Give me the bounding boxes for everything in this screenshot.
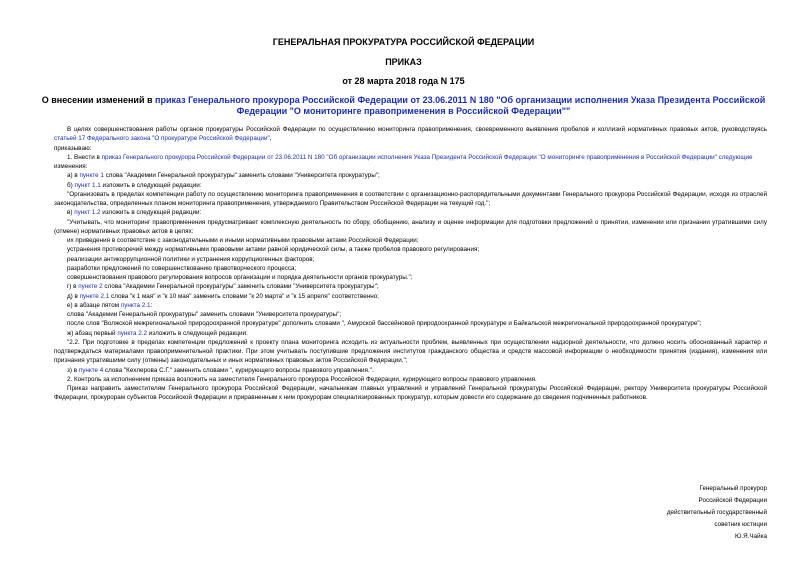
point-2-1-paragraph-link[interactable]: пункта 2.1 <box>120 301 151 309</box>
distribution-paragraph: Приказ направить заместителям Генерального прокурора Российской Федерации, начальникам главных управлений и управлений Генеральной прокуратуры Российской Федерации, ректору Университета прокуратуры Российской Федерации, прокурорам субъектов Российской Федерации и приравненным к ним прокурорам специализированных прокуратур, которым довести его содержание до сведения подчиненных работников. <box>54 385 767 402</box>
subitem-zh-post: изложить в следующей редакции: <box>147 329 248 337</box>
document-title <box>40 95 767 117</box>
subitem-g-pre: г) в <box>67 283 79 291</box>
title-order-link[interactable]: приказ Генерального прокурора Российской Федерации от 23.06.2011 N 180 "Об организации исполнения Указа Президента Российской Федерации "О мониторинге правоприменения в Российской Федерации"" <box>155 95 766 116</box>
item-1-text: 1. Внести в <box>67 153 102 161</box>
point-2-link[interactable]: пункте 2 <box>78 283 103 291</box>
goal-item: разработки предложений по совершенствованию правотворческого процесса; <box>67 264 297 272</box>
subitem-z <box>54 366 767 375</box>
item-2: 2. Контроль за исполнением приказа возложить на заместителя Генерального прокурора Российской Федерации, курирующего вопросы правового управления. <box>67 375 537 383</box>
subitem-z-post: слова "Кехлерова С.Г." заменить словами ", курирующего вопросы правового управления.". <box>103 366 374 374</box>
subitem-b-pre: б) <box>67 181 75 189</box>
subitem-zh-text: "2.2. При подготовке в пределах компетенции предложений к проекту плана мониторинга исходить из актуальности проблем, выявленных при осуществлении надзорной деятельности, что должно носить обоснованный характер и подтверждаться материалами правоприменительной практики. При этом учитывать поступившие предложения институтов гражданского общества и средств массовой информации о необходимости принятия (издания), изменения или признания утратившими силу (отмены) законодательных и иных нормативных правовых актов Российской Федерации."; <box>54 338 767 365</box>
subitem-zh <box>54 329 767 338</box>
point-1-2-link[interactable]: пункт 1.2 <box>74 209 101 217</box>
goal-item: устранения противоречий между нормативными правовыми актами равной юридической силы, а также пробелов правового регулирования; <box>67 246 480 254</box>
subitem-v-post: изложить в следующей редакции: <box>100 209 202 217</box>
prikazyvayu-line: приказываю: <box>54 144 92 152</box>
subitem-e <box>54 301 767 310</box>
goal-item: реализации антикоррупционной политики и устранения коррупциогенных факторов; <box>67 255 315 263</box>
subitem-z-pre: з) в <box>67 366 79 374</box>
subitem-v-pre: в) <box>67 209 75 217</box>
subitem-e-line: слова "Академии Генеральной прокуратуры" заменить словами "Университета прокуратуры"; <box>67 311 342 318</box>
signature-line: Генеральный прокурор <box>699 485 767 492</box>
signature-line: Российской Федерации <box>698 497 767 504</box>
item-1 <box>54 153 767 172</box>
subitem-v <box>54 208 767 217</box>
intro-end: , <box>269 135 272 143</box>
subitem-e-line: после слов "Волжской межрегиональной природоохранной прокуратуре" дополнить словами ", Амурской бассейновой природоохранной прокуратуре и Байкальской межрегиональной природоохранной прокуратуре"; <box>67 320 702 328</box>
document-type: ПРИКАЗ <box>385 57 422 67</box>
goal-item: их приведения в соответствие с законодательными и иными нормативными правовыми актами Российской Федерации; <box>67 237 419 244</box>
subitem-e-post: : <box>150 301 153 309</box>
point-2-1-link[interactable]: пункте 2.1 <box>79 292 110 300</box>
subitem-d-post: слова "к 1 мая" и "к 10 мая" заменить словами "к 20 марта" и "к 15 апреля" соответственно; <box>109 292 379 300</box>
subitem-a-pre: а) в <box>67 172 80 180</box>
subitem-b-text: "Организовать в пределах компетенции работу по осуществлению мониторинга правоприменения в соответствии с организационно-распорядительными документами Генерального прокурора Российской Федерации, исходя из отраслей законодательства, определенных планом мониторинга правоприменения, утверждаемого Правительством Российской Федерации на текущий год."; <box>54 190 767 207</box>
subitem-b <box>54 181 767 190</box>
organization-heading: ГЕНЕРАЛЬНАЯ ПРОКУРАТУРА РОССИЙСКОЙ ФЕДЕРАЦИИ <box>272 37 535 47</box>
title-prefix: О внесении изменений в <box>41 95 156 105</box>
subitem-a <box>54 171 767 180</box>
subitem-v-text: "Учитывать, что мониторинг правоприменения предусматривает комплексную деятельность по сбору, обобщению, анализу и оценке информации для подготовки предложений о принятии, изменении или признании утратившими силу (отмене) нормативных правовых актов в целях: <box>54 218 767 235</box>
subitem-g-post: слова "Академии Генеральной прокуратуры" заменить словами "Университета прокуратуры"; <box>102 283 379 291</box>
point-1-link[interactable]: пункте 1 <box>79 172 104 180</box>
point-1-1-link[interactable]: пункт 1.1 <box>74 181 101 189</box>
subitem-g <box>54 282 767 291</box>
point-4-link[interactable]: пункте 4 <box>78 366 104 374</box>
item-1-end: изменения: <box>54 163 88 170</box>
document-body <box>54 125 767 403</box>
subitem-e-pre: е) в абзаце пятом <box>67 301 121 309</box>
subitem-d <box>54 292 767 301</box>
signature-line: действительный государственный <box>666 509 767 516</box>
signature-block <box>667 483 767 543</box>
subitem-d-pre: д) в <box>67 292 80 300</box>
intro-paragraph <box>54 125 767 144</box>
point-2-2-link[interactable]: пункта 2.2 <box>117 329 148 337</box>
document-date-number: от 28 марта 2018 года N 175 <box>342 76 465 86</box>
goal-item: совершенствования правового регулирования вопросов организации и порядка деятельности органов прокуратуры."; <box>67 274 413 281</box>
subitem-zh-pre: ж) абзац первый <box>67 329 118 337</box>
changes-link[interactable]: следующие <box>718 153 753 161</box>
law-article-link[interactable]: статьей 17 Федерального закона "О прокуратуре Российской Федерации" <box>54 135 270 143</box>
intro-text: В целях совершенствования работы органов прокуратуры Российской Федерации по осуществлению мониторинга правоприменения, своевременного выявления пробелов и коллизий нормативных правовых актов, руководствуясь <box>67 126 767 133</box>
subitem-a-post: слова "Академии Генеральной прокуратуры" заменить словами "Университета прокуратуры"; <box>103 172 380 180</box>
order-180-link[interactable]: приказ Генерального прокурора Российской Федерации от 23.06.2011 N 180 "Об организации исполнения Указа Президента Российской Федерации "О мониторинге правоприменения в Российской Федерации" <box>101 153 717 161</box>
signature-line: советник юстиции <box>714 521 767 528</box>
subitem-b-post: изложить в следующей редакции: <box>100 181 202 189</box>
signature-name: Ю.Я.Чайка <box>734 533 767 540</box>
